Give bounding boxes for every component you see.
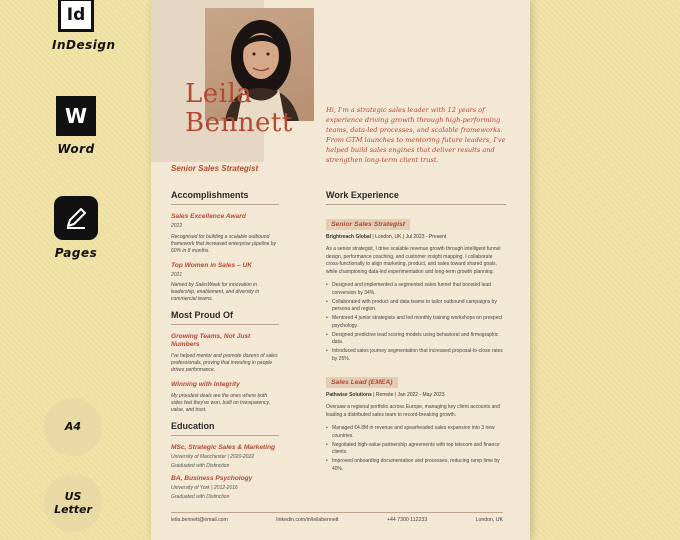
- job-description: As a senior strategist, I drive scalable revenue growth through intelligent funnel design, performance coaching, and customer insight mapping. I collaborate cross-functionally to align marketing, product, and sales toward shared goals, while championing data-led experimentation and long-term growth planning.: [326, 246, 501, 275]
- list-item: [171, 262, 279, 304]
- intro-paragraph: Hi, I'm a strategic sales leader with 12 years of experience driving growth through high-performing teams, data-led processes, and scalable frameworks. From GTM launches to mentoring future leaders, I've helped build sales engines that deliver results and strengthen long-term client trust.: [326, 106, 506, 164]
- footer-email: leila.bennett@email.com: [171, 517, 228, 523]
- item-school: University of York | 2012-2016: [171, 485, 238, 491]
- item-title: Sales Excellence Award: [171, 213, 246, 220]
- left-column: [171, 190, 279, 500]
- item-honours: Graduated with Distinction: [171, 462, 230, 469]
- right-column: [326, 190, 506, 481]
- pages-pencil-icon: [54, 196, 98, 240]
- job-bullets: [326, 425, 506, 473]
- job-title-tag: Sales Lead (EMEA): [326, 377, 398, 388]
- bullet-item: • Improved onboarding documentation and processes, reducing ramp time by 40%.: [326, 458, 506, 473]
- footer-location: London, UK: [475, 517, 503, 523]
- job-entry: [326, 213, 506, 363]
- item-body: I've helped mentor and promote dozens of sales professionals, proving that investing in people drives performance.: [171, 353, 278, 373]
- indesign-label: InDesign: [52, 38, 116, 52]
- job-description: Oversaw a regional portfolio across Europe, managing key client accounts and leading a distributed sales team to record-breaking growth.: [326, 404, 500, 418]
- job-location-dates: | Remote | Jan 2022 - May 2023: [371, 392, 445, 398]
- resume-name: [185, 80, 293, 138]
- item-year: 2021: [171, 271, 183, 278]
- item-year: 2022: [171, 223, 183, 229]
- indesign-app: [52, 0, 116, 52]
- bullet-item: • Mentored 4 junior strategists and led monthly training workshops on prospect psychology.: [326, 315, 506, 330]
- first-name: Leila: [185, 79, 253, 109]
- item-body: My proudest deals are the ones where both sides feel they've won, built on transparency, value, and trust.: [171, 393, 270, 413]
- job-entry: [326, 371, 506, 473]
- indesign-icon: Id: [58, 0, 94, 32]
- list-item: [171, 213, 279, 255]
- job-title-tag: Senior Sales Strategist: [326, 219, 410, 230]
- footer-phone: +44 7300 112233: [387, 517, 428, 523]
- format-a4-badge: A4: [44, 398, 102, 456]
- item-honours: Graduated with Distinction: [171, 493, 230, 500]
- list-item: [171, 444, 279, 469]
- bullet-item: • Introduced sales journey segmentation that increased proposal-to-close rates by 25%.: [326, 348, 506, 363]
- section-heading-experience: Work Experience: [326, 190, 506, 205]
- job-title: Senior Sales Strategist: [171, 164, 259, 173]
- item-title: MSc, Strategic Sales & Marketing: [171, 444, 276, 451]
- section-heading-proud: Most Proud Of: [171, 310, 279, 325]
- pages-label: Pages: [54, 246, 98, 260]
- item-body: Recognised for building a scalable outbound framework that increased enterprise pipeline by 60% in 8 months.: [171, 233, 277, 254]
- list-item: [171, 381, 279, 414]
- job-meta: [326, 234, 506, 240]
- item-body: Named by SalesWeek for innovation in leadership, enablement, and diversity in commercial teams.: [171, 282, 260, 302]
- job-bullets: [326, 282, 506, 363]
- bullet-item: • Managed €4.8M in revenue and spearheaded sales expansion into 3 new countries.: [326, 425, 506, 440]
- company-name: Brightreach Global: [326, 234, 372, 240]
- word-label: Word: [57, 142, 95, 156]
- last-name: Bennett: [185, 108, 293, 138]
- item-school: University of Manchester | 2020-2022: [171, 454, 255, 460]
- item-title: BA, Business Psychology: [171, 475, 253, 482]
- bullet-item: • Designed predictive lead scoring models using behavioral and firmographic data.: [326, 332, 506, 347]
- word-app: [52, 96, 100, 156]
- item-title: Winning with Integrity: [171, 381, 240, 388]
- list-item: [171, 475, 279, 500]
- job-location-dates: | London, UK | Jul 2023 - Present: [371, 234, 447, 240]
- resume-footer: [171, 512, 503, 523]
- footer-linkedin: linkedin.com/in/leilabennett: [276, 517, 339, 523]
- section-heading-education: Education: [171, 421, 279, 436]
- word-icon: W: [56, 96, 96, 136]
- bullet-item: • Designed and implemented a segmented sales funnel that boosted lead conversion by 34%.: [326, 282, 506, 297]
- list-item: [171, 333, 279, 374]
- bullet-item: • Negotiated high-value partnership agreements with top telecom and finance clients.: [326, 442, 506, 457]
- item-title: Top Women in Sales – UK: [171, 261, 252, 269]
- resume-page: [151, 0, 530, 540]
- section-heading-accomplishments: Accomplishments: [171, 190, 279, 205]
- job-meta: [326, 392, 506, 398]
- bullet-item: • Collaborated with product and data teams to tailor outbound campaigns by persona and region.: [326, 299, 506, 314]
- item-title: Growing Teams, Not Just Numbers: [171, 333, 251, 348]
- company-name: Pathwise Solutions: [326, 392, 372, 398]
- format-us-letter-badge: US Letter: [44, 474, 102, 532]
- pages-app: [52, 196, 100, 260]
